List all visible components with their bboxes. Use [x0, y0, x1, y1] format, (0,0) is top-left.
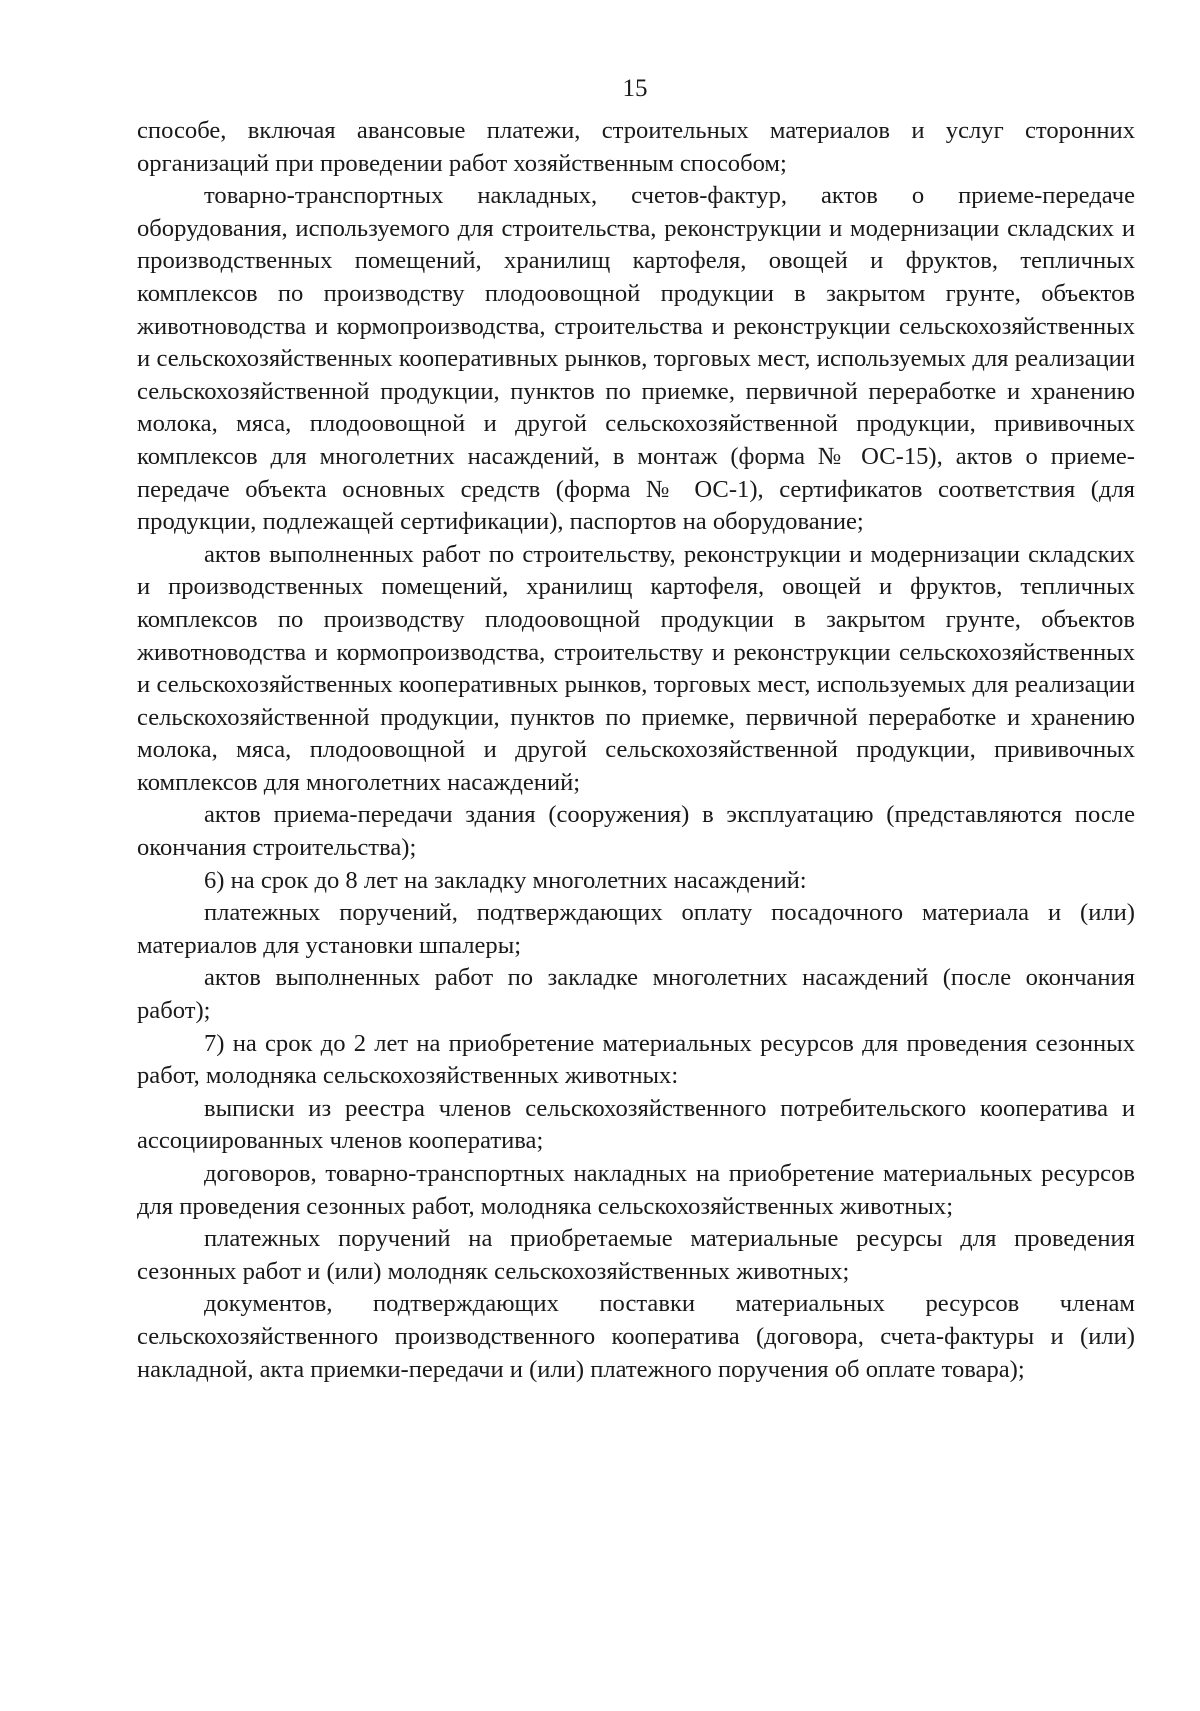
paragraph: платежных поручений на приобретаемые материальные ресурсы для проведения сезонных работ и (или) молодняк сельскохозяйственных животных; [137, 1225, 1135, 1285]
paragraph: документов, подтверждающих поставки материальных ресурсов членам сельскохозяйственного производственного кооператива (договора, счета-фактуры и (или) накладной, акта приемки-передачи и (или) платежного поручения об оплате товара); [137, 1290, 1135, 1383]
paragraph: платежных поручений, подтверждающих оплату посадочного материала и (или) материалов для установки шпалеры; [137, 899, 1135, 959]
paragraph: договоров, товарно-транспортных накладных на приобретение материальных ресурсов для проведения сезонных работ, молодняка сельскохозяйственных животных; [137, 1160, 1135, 1220]
paragraph: актов выполненных работ по закладке многолетних насаждений (после окончания работ); [137, 964, 1135, 1025]
list-item-7: 7) на срок до 2 лет на приобретение материальных ресурсов для проведения сезонных работ, молодняка сельскохозяйственных животных: [137, 1029, 1135, 1090]
paragraph-continuation: способе, включая авансовые платежи, строительных материалов и услуг сторонних организаций при проведении работ хозяйственным способом; [137, 117, 1135, 177]
paragraph: актов приема-передачи здания (сооружения) в эксплуатацию (представляются после окончания строительства); [137, 801, 1135, 862]
paragraph: товарно-транспортных накладных, счетов-фактур, актов о приеме-передаче оборудования, используемого для строительства, реконструкции и модернизации складских и производственных помещений, хранилищ картофеля, овощей и фруктов, тепличных комплексов по производству плодоовощной продукции в закрытом грунте, объектов животноводства и кормопроизводства, строительства и реконструкции сельскохозяйственных и сельскохозяйственных кооперативных рынков, торговых мест, используемых для реализации сельскохозяйственной продукции, пунктов по приемке, первичной переработке и хранению молока, мяса, плодоовощной и другой сельскохозяйственной продукции, прививочных комплексов для многолетних насаждений, в монтаж (форма № ОС-15), актов о приеме-передаче объекта основных средств (форма № ОС-1), сертификатов соответствия (для продукции, подлежащей сертификации), паспортов на оборудование; [137, 182, 1135, 536]
list-item-6: 6) на срок до 8 лет на закладку многолетних насаждений: [204, 866, 807, 894]
document-body [137, 115, 1135, 1386]
page-number: 15 [622, 75, 648, 102]
paragraph: выписки из реестра членов сельскохозяйственного потребительского кооператива и ассоциированных членов кооператива; [137, 1094, 1135, 1155]
paragraph: актов выполненных работ по строительству, реконструкции и модернизации складских и производственных помещений, хранилищ картофеля, овощей и фруктов, тепличных комплексов по производству плодоовощной продукции в закрытом грунте, объектов животноводства и кормопроизводства, строительству и реконструкции сельскохозяйственных и сельскохозяйственных кооперативных рынков, торговых мест, используемых для реализации сельскохозяйственной продукции, пунктов по приемке, первичной переработке и хранению молока, мяса, плодоовощной и другой сельскохозяйственной продукции, прививочных комплексов для многолетних насаждений; [137, 540, 1135, 796]
